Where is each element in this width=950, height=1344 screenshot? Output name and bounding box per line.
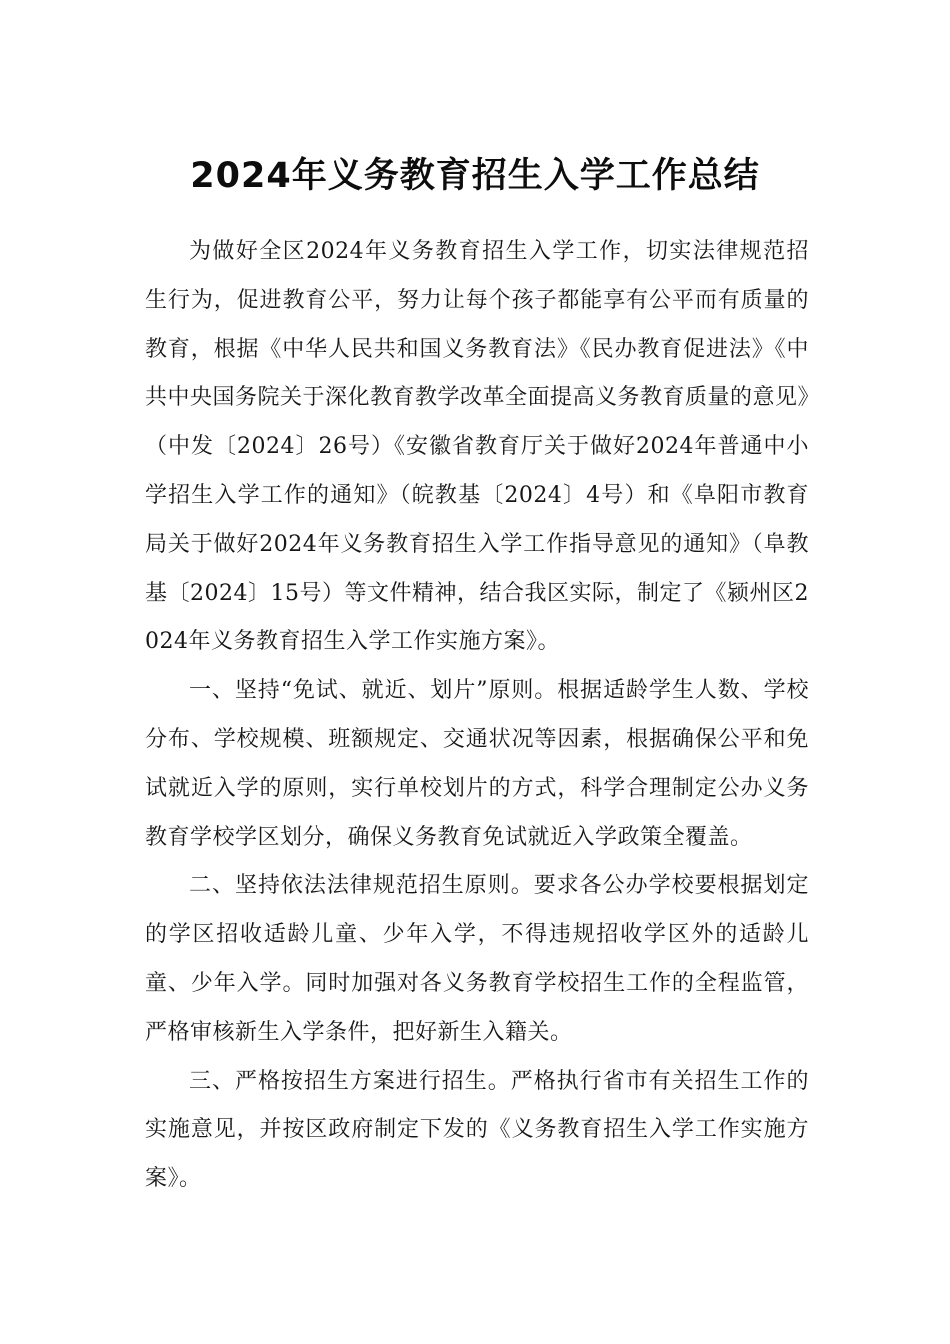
paragraph-intro: 为做好全区2024年义务教育招生入学工作，切实法律规范招生行为，促进教育公平，努力让每个孩子都能享有公平而有质量的教育，根据《中华人民共和国义务教育法》《民办教育促进法》《中共中央国务院关于深化教育教学改革全面提高义务教育质量的意见》（中发〔2024〕26号）《安徽省教育厅关于做好2024年普通中小学招生入学工作的通知》（皖教基〔2024〕4号）和《阜阳市教育局关于做好2024年义务教育招生入学工作指导意见的通知》（阜教基〔2024〕15号）等文件精神，结合我区实际，制定了《颍州区2024年义务教育招生入学工作实施方案》。 [145, 239, 810, 655]
paragraph-principle-one: 一、坚持“免试、就近、划片”原则。根据适龄学生人数、学校分布、学校规模、班额规定、交通状况等因素，根据确保公平和免试就近入学的原则，实行单校划片的方式，科学合理制定公办义务教育学校学区划分，确保义务教育免试就近入学政策全覆盖。 [145, 678, 809, 850]
paragraph-principle-two: 二、坚持依法法律规范招生原则。要求各公办学校要根据划定的学区招收适龄儿童、少年入学，不得违规招收学区外的适龄儿童、少年入学。同时加强对各义务教育学校招生工作的全程监管，严格审核新生入学条件，把好新生入籍关。 [145, 873, 809, 1045]
document-title: 2024年义务教育招生入学工作总结 [190, 156, 760, 197]
document-body [145, 228, 809, 1204]
paragraph-principle-three: 三、严格按招生方案进行招生。严格执行省市有关招生工作的实施意见，并按区政府制定下发的《义务教育招生入学工作实施方案》。 [145, 1068, 809, 1192]
